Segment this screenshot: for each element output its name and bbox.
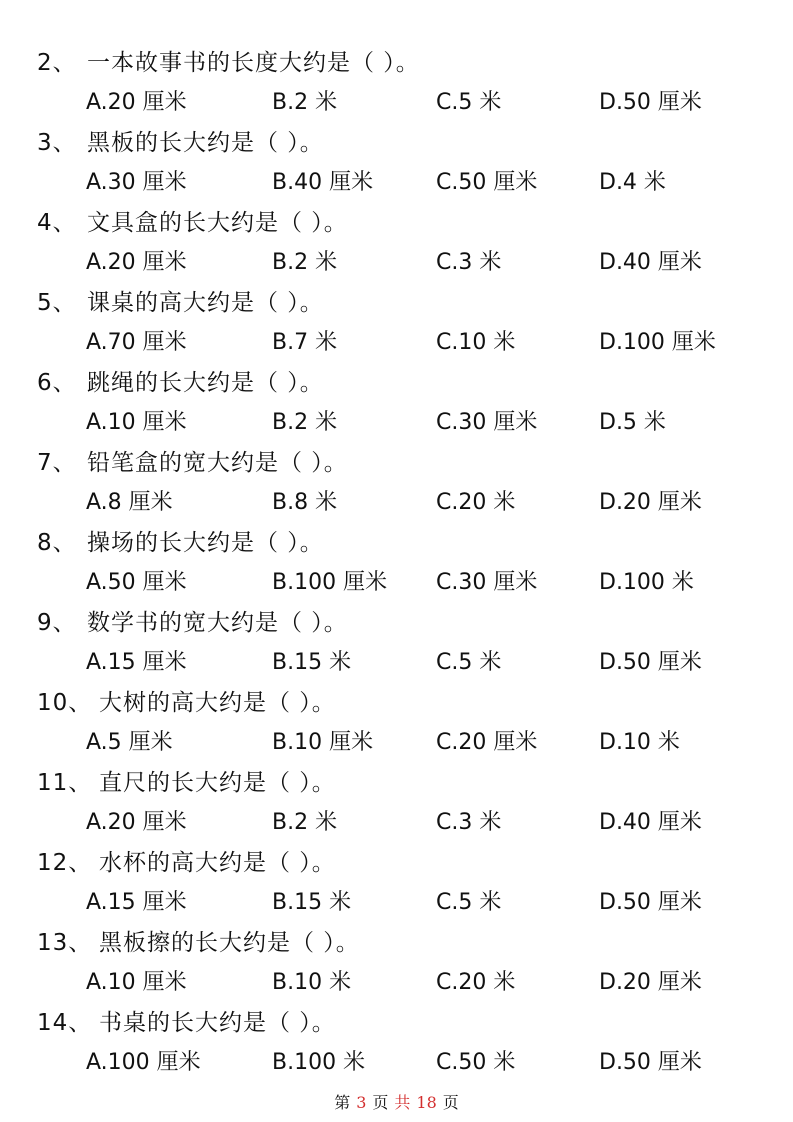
question-text: 课桌的高大约是（ ）。 [87,290,324,316]
option-b: B.100 米 [272,1050,366,1075]
option-a: A.50 厘米 [86,570,187,595]
question-text: 铅笔盒的宽大约是（ ）。 [87,450,348,476]
question-stem [37,845,336,881]
option-c: C.20 米 [436,970,516,995]
option-d: D.100 厘米 [599,330,716,355]
question-stem [37,285,324,321]
question-text: 黑板擦的长大约是（ ）。 [99,930,360,956]
option-c: C.50 厘米 [436,170,538,195]
question-item [0,800,793,915]
option-c: C.30 厘米 [436,410,538,435]
question-item [0,640,793,755]
question-text: 直尺的长大约是（ ）。 [99,770,336,796]
question-number: 11、 [37,770,93,796]
option-d: D.10 米 [599,730,680,755]
option-c: C.30 厘米 [436,570,538,595]
question-text: 水杯的高大约是（ ）。 [99,850,336,876]
question-text: 数学书的宽大约是（ ）。 [87,610,348,636]
question-text: 黑板的长大约是（ ）。 [87,130,324,156]
option-a: A.10 厘米 [86,970,187,995]
option-a: A.70 厘米 [86,330,187,355]
option-a: A.20 厘米 [86,810,187,835]
question-number: 9、 [37,610,77,636]
question-text: 书桌的长大约是（ ）。 [99,1010,336,1036]
question-number: 6、 [37,370,77,396]
option-b: B.15 米 [272,890,352,915]
question-number: 10、 [37,690,93,716]
option-d: D.40 厘米 [599,810,702,835]
question-stem [37,1005,336,1041]
option-d: D.20 厘米 [599,970,702,995]
question-stem [37,45,420,81]
question-number: 7、 [37,450,77,476]
footer-current-page: 3 [356,1093,367,1112]
option-d: D.100 米 [599,570,694,595]
question-text: 大树的高大约是（ ）。 [99,690,336,716]
option-c: C.5 米 [436,650,502,675]
option-d: D.50 厘米 [599,90,702,115]
question-item [0,0,793,115]
option-d: D.50 厘米 [599,650,702,675]
question-item [0,880,793,995]
question-stem [37,125,324,161]
question-item [0,960,793,1075]
option-a: A.20 厘米 [86,90,187,115]
question-item [0,560,793,675]
question-number: 5、 [37,290,77,316]
footer-total-pages: 18 [416,1093,437,1112]
option-b: B.15 米 [272,650,352,675]
option-d: D.20 厘米 [599,490,702,515]
question-stem [37,925,360,961]
option-d: D.50 厘米 [599,1050,702,1075]
footer-page-word: 页 [372,1093,389,1112]
question-item [0,160,793,275]
question-number: 4、 [37,210,77,236]
question-text: 一本故事书的长度大约是（ ）。 [87,50,420,76]
option-c: C.50 米 [436,1050,516,1075]
question-stem [37,765,336,801]
option-a: A.10 厘米 [86,410,187,435]
page-footer [0,1090,793,1116]
option-c: C.5 米 [436,890,502,915]
option-a: A.8 厘米 [86,490,173,515]
option-c: C.3 米 [436,810,502,835]
option-a: A.5 厘米 [86,730,173,755]
question-item [0,320,793,435]
option-b: B.40 厘米 [272,170,374,195]
option-c: C.20 米 [436,490,516,515]
option-c: C.5 米 [436,90,502,115]
question-stem [37,365,324,401]
option-b: B.8 米 [272,490,338,515]
footer-prefix: 第 [334,1093,351,1112]
question-number: 14、 [37,1010,93,1036]
question-item [0,480,793,595]
option-a: A.30 厘米 [86,170,187,195]
option-d: D.4 米 [599,170,666,195]
question-item [0,80,793,195]
question-stem [37,205,348,241]
question-stem [37,525,324,561]
question-number: 3、 [37,130,77,156]
question-text: 操场的长大约是（ ）。 [87,530,324,556]
question-stem [37,685,336,721]
question-stem [37,445,348,481]
question-item [0,400,793,515]
question-number: 8、 [37,530,77,556]
option-a: A.15 厘米 [86,890,187,915]
option-d: D.5 米 [599,410,666,435]
option-a: A.15 厘米 [86,650,187,675]
option-a: A.100 厘米 [86,1050,201,1075]
option-a: A.20 厘米 [86,250,187,275]
option-c: C.20 厘米 [436,730,538,755]
option-b: B.2 米 [272,250,338,275]
option-b: B.2 米 [272,90,338,115]
question-number: 13、 [37,930,93,956]
question-number: 12、 [37,850,93,876]
option-b: B.2 米 [272,810,338,835]
option-d: D.50 厘米 [599,890,702,915]
question-item [0,240,793,355]
option-c: C.3 米 [436,250,502,275]
question-text: 跳绳的长大约是（ ）。 [87,370,324,396]
question-stem [37,605,348,641]
option-b: B.100 厘米 [272,570,388,595]
question-item [0,720,793,835]
option-b: B.2 米 [272,410,338,435]
question-text: 文具盒的长大约是（ ）。 [87,210,348,236]
footer-suffix: 页 [442,1093,459,1112]
footer-total-word: 共 [394,1093,411,1112]
option-b: B.10 米 [272,970,352,995]
option-c: C.10 米 [436,330,516,355]
option-b: B.7 米 [272,330,338,355]
question-number: 2、 [37,50,77,76]
option-d: D.40 厘米 [599,250,702,275]
option-b: B.10 厘米 [272,730,374,755]
